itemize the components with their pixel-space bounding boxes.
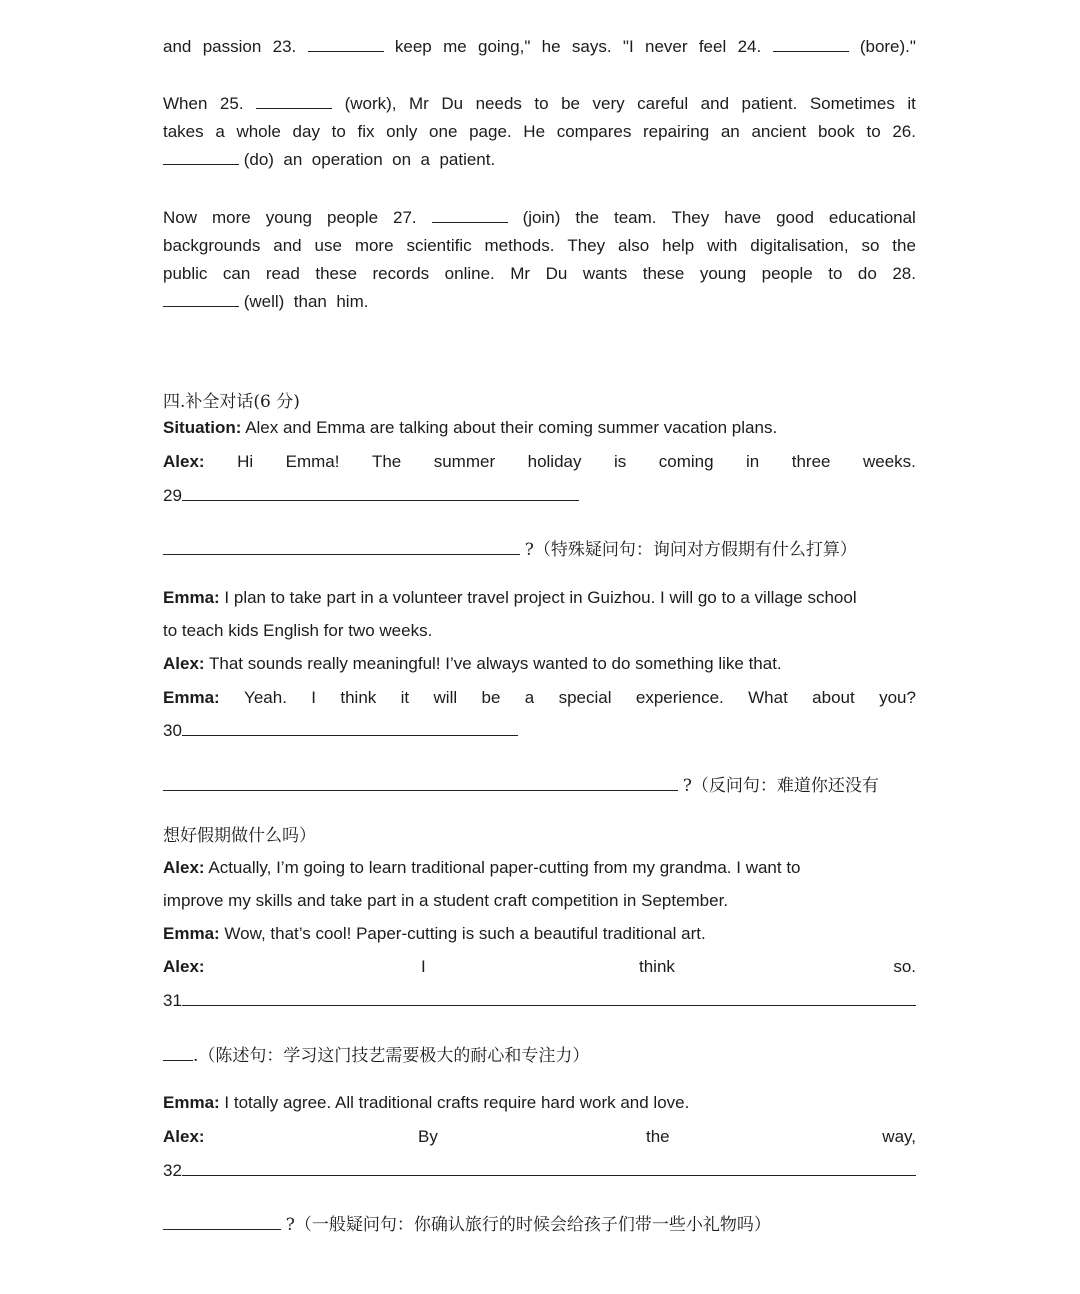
word: page. [469, 122, 512, 141]
word: with [707, 236, 738, 255]
word: needs [475, 94, 522, 113]
word: 27. [393, 208, 417, 227]
dialogue-alex-1 [163, 451, 916, 473]
word: the [646, 1127, 670, 1146]
speaker-emma: Emma: [163, 688, 220, 707]
word: (work), [344, 94, 397, 113]
word: than [293, 292, 327, 311]
passage-line-1 [163, 36, 916, 58]
word: They [671, 208, 710, 227]
word: scientific [406, 236, 472, 255]
question-number-30: 30 [163, 721, 182, 740]
passage-line-4 [163, 149, 916, 171]
word: more [211, 208, 251, 227]
word: going," [478, 37, 531, 56]
word: use [314, 236, 342, 255]
dialogue-text: Actually, I’m going to learn traditional paper-cutting from my grandma. I want to [208, 858, 801, 877]
word: special [558, 688, 612, 707]
word: I [311, 688, 317, 707]
word: these [315, 264, 357, 283]
word: he [541, 37, 561, 56]
word: will [433, 688, 458, 707]
word: (do) [243, 150, 274, 169]
question-32-hint-line [163, 1214, 916, 1236]
word: educational [828, 208, 916, 227]
speaker-alex: Alex: [163, 957, 205, 976]
question-32-hint: ?（一般疑问句：你确认旅行的时候会给孩子们带一些小礼物吗） [285, 1215, 771, 1235]
word: an [720, 122, 740, 141]
dialogue-alex-3-cont: improve my skills and take part in a student craft competition in September. [163, 891, 729, 910]
word: is [613, 452, 627, 471]
word: online. [444, 264, 495, 283]
dialogue-emma-3 [163, 923, 916, 945]
dialogue-emma-1-cont: to teach kids English for two weeks. [163, 621, 433, 640]
speaker-alex: Alex: [163, 654, 205, 673]
word: think [340, 688, 377, 707]
speaker-emma: Emma: [163, 1093, 220, 1112]
passage-line-5 [163, 207, 916, 229]
word: and [273, 236, 302, 255]
dialogue-text: I totally agree. All traditional crafts require hard work and love. [224, 1093, 690, 1112]
word: Hi [237, 452, 254, 471]
word: ancient [751, 122, 807, 141]
word: He [523, 122, 546, 141]
word: operation [311, 150, 383, 169]
word: in [746, 452, 760, 471]
passage-line-8 [163, 291, 916, 313]
word: backgrounds [163, 236, 261, 255]
word: compares [556, 122, 632, 141]
word: the [575, 208, 599, 227]
word: 23. [272, 37, 297, 56]
word: (join) [522, 208, 561, 227]
question-31-line [163, 990, 916, 1012]
word: people [326, 208, 379, 227]
word: fix [357, 122, 375, 141]
situation-line [163, 417, 916, 439]
word: can [222, 264, 251, 283]
word: good [776, 208, 814, 227]
word: patient. [741, 94, 798, 113]
question-32-line [163, 1160, 916, 1182]
word: and [163, 37, 192, 56]
word: to [866, 122, 881, 141]
word: methods. [484, 236, 555, 255]
speaker-emma: Emma: [163, 588, 220, 607]
word: What [748, 688, 788, 707]
question-31-hint-line [163, 1045, 916, 1067]
answer-blank-32b[interactable] [163, 1214, 281, 1230]
word: a [524, 688, 535, 707]
word: so [861, 236, 880, 255]
word: (bore)." [859, 37, 916, 56]
dialogue-alex-5 [163, 1126, 916, 1148]
word: careful [637, 94, 689, 113]
situation-text: Alex and Emma are talking about their coming summer vacation plans. [245, 418, 778, 437]
word: experience. [635, 688, 724, 707]
blank-27[interactable] [432, 207, 508, 223]
word: it [907, 94, 916, 113]
word: it [400, 688, 410, 707]
word: summer [433, 452, 496, 471]
dialogue-emma-4 [163, 1092, 916, 1114]
word: takes [163, 122, 204, 141]
dialogue-alex-2 [163, 653, 916, 675]
worksheet-page [163, 0, 916, 1294]
word: Now [163, 208, 198, 227]
answer-blank-31b[interactable] [163, 1045, 193, 1061]
word: (well) [243, 292, 285, 311]
word: think [639, 957, 675, 976]
word: 26. [892, 122, 916, 141]
word: to [534, 94, 549, 113]
answer-blank-30a[interactable] [182, 720, 518, 736]
word: very [592, 94, 625, 113]
word: to [828, 264, 843, 283]
word: Du [545, 264, 568, 283]
word: Mr [409, 94, 429, 113]
question-30-line [163, 720, 916, 742]
answer-blank-30b[interactable] [163, 775, 678, 791]
question-number-29: 29 [163, 486, 182, 505]
word: public [163, 264, 208, 283]
speaker-emma: Emma: [163, 924, 220, 943]
word: Sometimes [809, 94, 895, 113]
blank-28[interactable] [163, 291, 239, 307]
word: Mr [510, 264, 531, 283]
word: book [817, 122, 855, 141]
word: three [791, 452, 831, 471]
word: the [892, 236, 916, 255]
blank-25[interactable] [256, 93, 332, 109]
word: 24. [737, 37, 762, 56]
word: a [215, 122, 225, 141]
dialogue-text: That sounds really meaningful! I’ve always wanted to do something like that. [209, 654, 782, 673]
word: digitalisation, [750, 236, 849, 255]
word: "I [622, 37, 634, 56]
word: They [567, 236, 606, 255]
word: have [724, 208, 762, 227]
word: whole [236, 122, 281, 141]
dialogue-alex-4 [163, 956, 916, 978]
word: read [265, 264, 300, 283]
word: team. [613, 208, 657, 227]
speaker-alex: Alex: [163, 1127, 205, 1146]
dialogue-emma-1 [163, 587, 916, 609]
answer-blank-29a[interactable] [182, 485, 579, 501]
answer-blank-32a[interactable] [182, 1160, 916, 1176]
word: do [857, 264, 877, 283]
answer-blank-29b[interactable] [163, 539, 520, 555]
blank-24[interactable] [773, 36, 849, 52]
word: so. [893, 957, 916, 976]
word: 25. [219, 94, 244, 113]
word: an [283, 150, 303, 169]
question-31-hint: .（陈述句：学习这门技艺需要极大的耐心和专注力） [193, 1046, 590, 1066]
question-number-32: 32 [163, 1161, 182, 1180]
word: passion [202, 37, 262, 56]
question-29-hint: ?（特殊疑问句：询问对方假期有什么打算） [524, 540, 857, 560]
word: be [561, 94, 581, 113]
word: people [761, 264, 813, 283]
word: young [699, 264, 747, 283]
word: about [812, 688, 855, 707]
word: never [644, 37, 688, 56]
word: one [429, 122, 458, 141]
word: young [265, 208, 313, 227]
word: way, [882, 1127, 916, 1146]
passage-line-3 [163, 121, 916, 143]
word: more [354, 236, 394, 255]
word: coming [658, 452, 714, 471]
question-29-hint-line [163, 539, 916, 561]
question-30-hint-cont: 想好假期做什么吗） [163, 826, 316, 846]
speaker-alex: Alex: [163, 858, 205, 877]
dialogue-text: I plan to take part in a volunteer travel project in Guizhou. I will go to a village school [224, 588, 857, 607]
word: feel [698, 37, 727, 56]
word: and [700, 94, 730, 113]
passage-line-7 [163, 263, 916, 285]
word: be [481, 688, 501, 707]
speaker-alex: Alex: [163, 452, 205, 471]
word: help [662, 236, 695, 255]
word: me [443, 37, 467, 56]
situation-label: Situation: [163, 418, 242, 437]
blank-26[interactable] [163, 149, 239, 165]
dialogue-emma-2 [163, 687, 916, 709]
question-number-31: 31 [163, 991, 182, 1010]
word: keep [394, 37, 432, 56]
word: also [618, 236, 650, 255]
word: day [292, 122, 320, 141]
blank-23[interactable] [308, 36, 384, 52]
word: By [418, 1127, 438, 1146]
dialogue-alex-3 [163, 857, 916, 879]
passage-line-2 [163, 93, 916, 115]
question-30-hint-line [163, 775, 916, 797]
word: repairing [643, 122, 710, 141]
word: I [421, 957, 426, 976]
word: you? [879, 688, 916, 707]
word: Emma! [285, 452, 340, 471]
word: holiday [527, 452, 582, 471]
word: patient. [439, 150, 496, 169]
passage-line-6 [163, 235, 916, 257]
section-heading: 四.补全对话(6 分) [163, 392, 300, 412]
word: 28. [892, 264, 916, 283]
word: a [420, 150, 430, 169]
word: weeks. [862, 452, 916, 471]
dialogue-text: Wow, that’s cool! Paper-cutting is such a beautiful traditional art. [224, 924, 706, 943]
answer-blank-31a[interactable] [182, 990, 916, 1006]
word: him. [336, 292, 369, 311]
word: wants [582, 264, 628, 283]
question-29-line [163, 485, 916, 507]
word: says. [571, 37, 612, 56]
word: to [331, 122, 346, 141]
question-30-hint: ?（反问句：难道你还没有 [682, 776, 879, 796]
word: When [163, 94, 208, 113]
word: on [392, 150, 412, 169]
word: Yeah. [244, 688, 287, 707]
word: Du [441, 94, 464, 113]
word: The [371, 452, 402, 471]
word: these [642, 264, 685, 283]
word: only [386, 122, 418, 141]
word: records [372, 264, 430, 283]
